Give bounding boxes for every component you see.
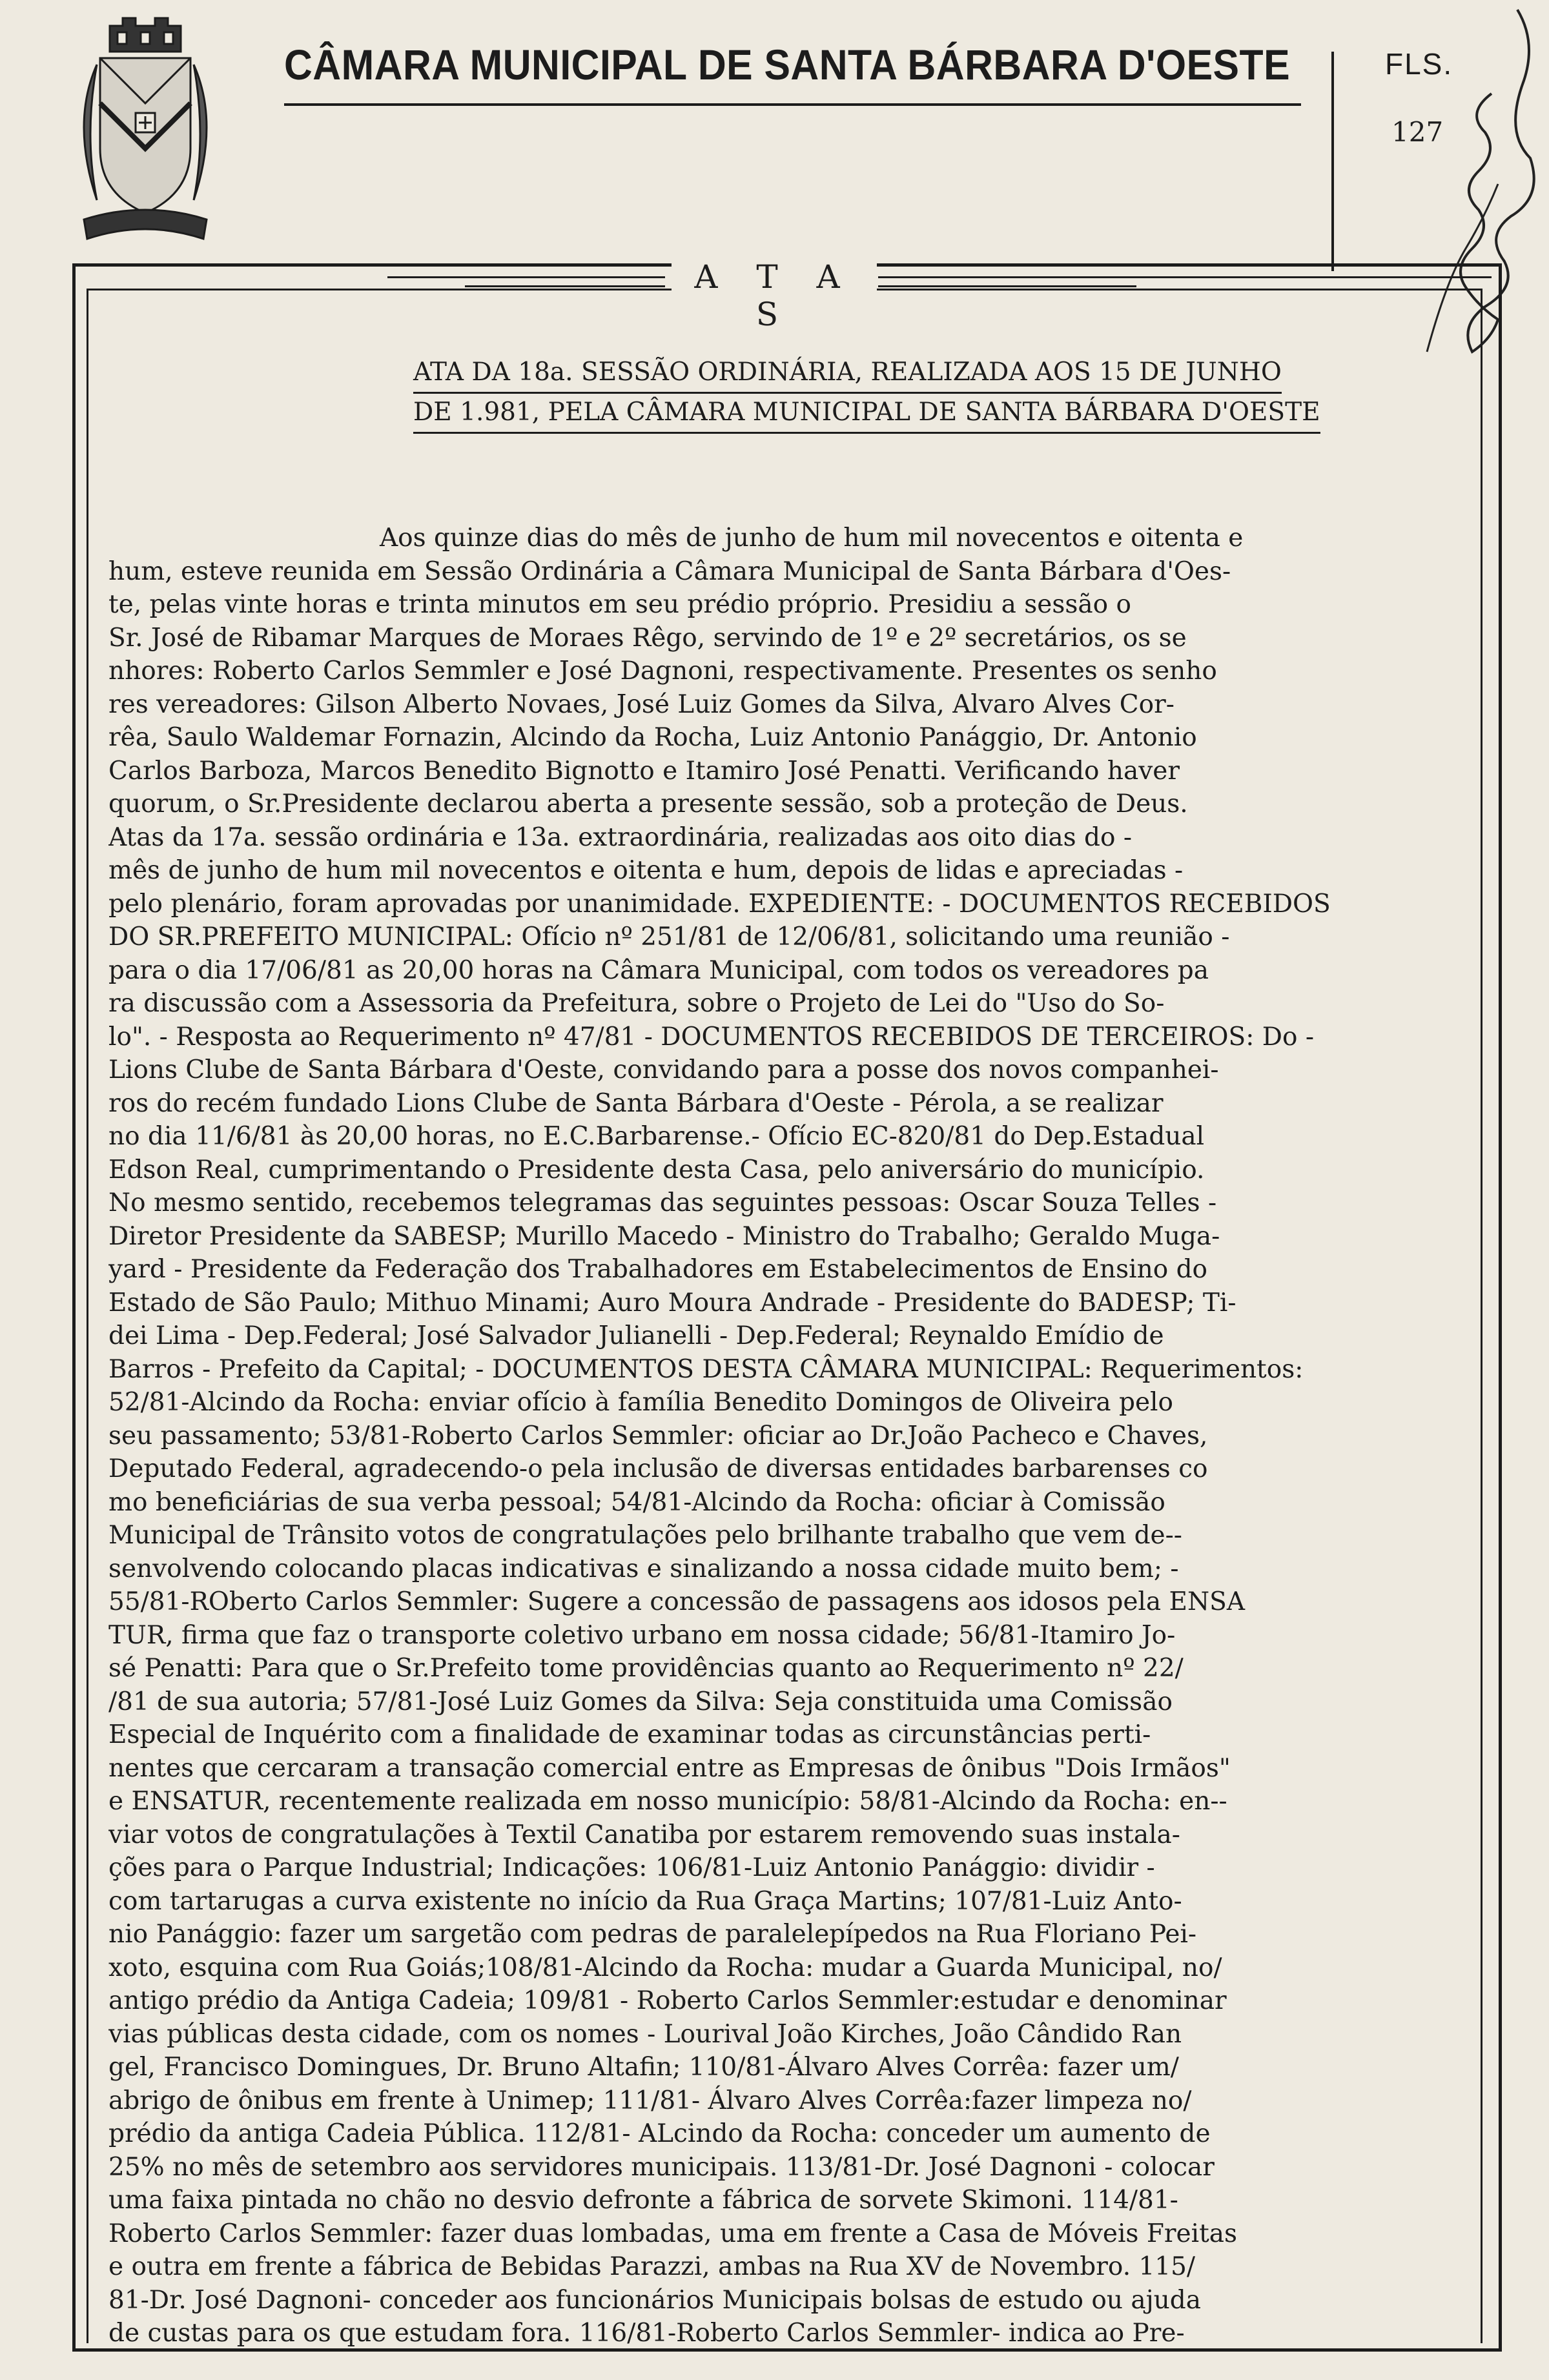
heading-rule-right-lower	[878, 285, 1136, 287]
page-number-divider	[1331, 52, 1334, 271]
body-line: sé Penatti: Para que o Sr.Prefeito tome providências quanto ao Requerimento nº 22/	[108, 1654, 1184, 1683]
body-line: Estado de São Paulo; Mithuo Minami; Auro Moura Andrade - Presidente do BADESP; Ti-	[108, 1288, 1236, 1317]
body-line: Diretor Presidente da SABESP; Murillo Macedo - Ministro do Trabalho; Geraldo Muga-	[108, 1221, 1220, 1251]
body-line: antigo prédio da Antiga Cadeia; 109/81 - Roberto Carlos Semmler:estudar e denominar	[108, 1986, 1227, 2015]
body-line: te, pelas vinte horas e trinta minutos em seu prédio próprio. Presidiu a sessão o	[108, 590, 1131, 619]
body-line: e outra em frente a fábrica de Bebidas Parazzi, ambas na Rua XV de Novembro. 115/	[108, 2252, 1196, 2281]
body-line: nentes que cercaram a transação comercial entre as Empresas de ônibus "Dois Irmãos"	[108, 1753, 1231, 1783]
section-heading: A T A S	[672, 258, 877, 333]
body-line: 81-Dr. José Dagnoni- conceder aos funcionários Municipais bolsas de estudo ou ajuda	[108, 2285, 1202, 2315]
body-line: nio Panággio: fazer um sargetão com pedras de paralelepípedos na Rua Floriano Pei-	[108, 1920, 1197, 1949]
body-line: lo". - Resposta ao Requerimento nº 47/81 - DOCUMENTOS RECEBIDOS DE TERCEIROS: Do -	[108, 1022, 1315, 1052]
body-line: nhores: Roberto Carlos Semmler e José Dagnoni, respectivamente. Presentes os senho	[108, 656, 1217, 686]
body-line: uma faixa pintada no chão no desvio defronte a fábrica de sorvete Skimoni. 114/81-	[108, 2186, 1178, 2215]
body-line: rêa, Saulo Waldemar Fornazin, Alcindo da Rocha, Luiz Antonio Panággio, Dr. Antonio	[108, 723, 1197, 752]
body-line: 55/81-ROberto Carlos Semmler: Sugere a concessão de passagens aos idosos pela ENSA	[108, 1587, 1246, 1616]
body-line: ros do recém fundado Lions Clube de Santa Bárbara d'Oeste - Pérola, a se realizar	[108, 1088, 1164, 1118]
body-line: para o dia 17/06/81 as 20,00 horas na Câmara Municipal, com todos os vereadores pa	[108, 955, 1209, 985]
municipal-crest-emblem	[71, 6, 220, 252]
heading-rule-right	[878, 276, 1492, 278]
body-line: dei Lima - Dep.Federal; José Salvador Julianelli - Dep.Federal; Reynaldo Emídio de	[108, 1321, 1164, 1350]
body-line: Atas da 17a. sessão ordinária e 13a. extraordinária, realizadas aos oito dias do -	[108, 822, 1133, 852]
body-line: Deputado Federal, agradecendo-o pela inclusão de diversas entidades barbarenses co	[108, 1454, 1208, 1483]
body-line: com tartarugas a curva existente no início da Rua Graça Martins; 107/81-Luiz Anto-	[108, 1886, 1182, 1916]
body-line: 52/81-Alcindo da Rocha: enviar ofício à família Benedito Domingos de Oliveira pelo	[108, 1388, 1173, 1417]
body-line: ções para o Parque Industrial; Indicações: 106/81-Luiz Antonio Panággio: dividir -	[108, 1853, 1155, 1882]
body-line: senvolvendo colocando placas indicativas e sinalizando a nossa cidade muito bem; -	[108, 1554, 1179, 1583]
body-line: Carlos Barboza, Marcos Benedito Bignotto e Itamiro José Penatti. Verificando haver	[108, 756, 1180, 786]
body-line: viar votos de congratulações à Textil Canatiba por estarem removendo suas instala-	[108, 1820, 1180, 1849]
body-line: gel, Francisco Domingues, Dr. Bruno Altafin; 110/81-Álvaro Alves Corrêa: fazer um/	[108, 2053, 1179, 2082]
body-line: Municipal de Trânsito votos de congratulações pelo brilhante trabalho que vem de--	[108, 1521, 1182, 1550]
body-line: Lions Clube de Santa Bárbara d'Oeste, convidando para a posse dos novos companhei-	[108, 1055, 1219, 1084]
heading-rule-left	[387, 276, 665, 278]
folio-number: 127	[1391, 116, 1444, 148]
body-line: abrigo de ônibus em frente à Unimep; 111/81- Álvaro Alves Corrêa:fazer limpeza no/	[108, 2086, 1192, 2115]
body-line: pelo plenário, foram aprovadas por unanimidade. EXPEDIENTE: - DOCUMENTOS RECEBIDOS	[108, 889, 1331, 919]
body-line: Roberto Carlos Semmler: fazer duas lombadas, uma em frente a Casa de Móveis Freitas	[108, 2219, 1238, 2248]
body-line: yard - Presidente da Federação dos Trabalhadores em Estabelecimentos de Ensino do	[108, 1255, 1208, 1284]
minutes-body	[108, 522, 1471, 2350]
minutes-title	[413, 354, 1320, 434]
minutes-title-line-2: DE 1.981, PELA CÂMARA MUNICIPAL DE SANTA BÁRBARA D'OESTE	[413, 394, 1320, 434]
body-line: hum, esteve reunida em Sessão Ordinária a Câmara Municipal de Santa Bárbara d'Oes-	[108, 556, 1231, 586]
body-line: res vereadores: Gilson Alberto Novaes, José Luiz Gomes da Silva, Alvaro Alves Cor-	[108, 689, 1175, 719]
body-line: Edson Real, cumprimentando o Presidente desta Casa, pelo aniversário do município.	[108, 1155, 1205, 1185]
folio-label: FLS.	[1385, 47, 1453, 81]
header-rule	[284, 103, 1301, 106]
body-line: Sr. José de Ribamar Marques de Moraes Rêgo, servindo de 1º e 2º secretários, os se	[108, 623, 1187, 653]
body-line: Barros - Prefeito da Capital; - DOCUMENTOS DESTA CÂMARA MUNICIPAL: Requerimentos:	[108, 1354, 1304, 1384]
body-line: Especial de Inquérito com a finalidade de examinar todas as circunstâncias perti-	[108, 1720, 1151, 1749]
body-line: quorum, o Sr.Presidente declarou aberta a presente sessão, sob a proteção de Deus.	[108, 789, 1188, 819]
body-line: vias públicas desta cidade, com os nomes - Lourival João Kirches, João Cândido Ran	[108, 2019, 1182, 2049]
body-line: no dia 11/6/81 às 20,00 horas, no E.C.Barbarense.- Ofício EC-820/81 do Dep.Estadual	[108, 1122, 1205, 1151]
minutes-title-line-1: ATA DA 18a. SESSÃO ORDINÁRIA, REALIZADA AOS 15 DE JUNHO	[413, 354, 1282, 394]
body-line: mês de junho de hum mil novecentos e oitenta e hum, depois de lidas e apreciadas -	[108, 856, 1184, 885]
body-line: 25% no mês de setembro aos servidores municipais. 113/81-Dr. José Dagnoni - colocar	[108, 2152, 1215, 2182]
body-line: Aos quinze dias do mês de junho de hum mil novecentos e oitenta e	[380, 524, 1244, 553]
body-line: ra discussão com a Assessoria da Prefeitura, sobre o Projeto de Lei do "Uso do So-	[108, 989, 1165, 1018]
body-line: de custas para os que estudam fora. 116/81-Roberto Carlos Semmler- indica ao Pre-	[108, 2319, 1185, 2348]
body-line: /81 de sua autoria; 57/81-José Luiz Gomes da Silva: Seja constituida uma Comissão	[108, 1687, 1173, 1716]
heading-rule-left-lower	[465, 285, 665, 287]
body-line: seu passamento; 53/81-Roberto Carlos Semmler: oficiar ao Dr.João Pacheco e Chaves,	[108, 1421, 1208, 1450]
body-line: xoto, esquina com Rua Goiás;108/81-Alcindo da Rocha: mudar a Guarda Municipal, no/	[108, 1953, 1222, 1982]
body-line: e ENSATUR, recentemente realizada em nosso município: 58/81-Alcindo da Rocha: en--	[108, 1787, 1227, 1816]
body-line: prédio da antiga Cadeia Pública. 112/81- ALcindo da Rocha: conceder um aumento de	[108, 2119, 1211, 2148]
body-line: mo beneficiárias de sua verba pessoal; 54/81-Alcindo da Rocha: oficiar à Comissão	[108, 1487, 1165, 1517]
body-line: DO SR.PREFEITO MUNICIPAL: Ofício nº 251/81 de 12/06/81, solicitando uma reunião -	[108, 922, 1230, 951]
council-name-heading: CÂMARA MUNICIPAL DE SANTA BÁRBARA D'OESTE	[284, 41, 1291, 88]
body-line: TUR, firma que faz o transporte coletivo urbano em nossa cidade; 56/81-Itamiro Jo-	[108, 1620, 1176, 1650]
body-line: No mesmo sentido, recebemos telegramas das seguintes pessoas: Oscar Souza Telles -	[108, 1188, 1217, 1217]
